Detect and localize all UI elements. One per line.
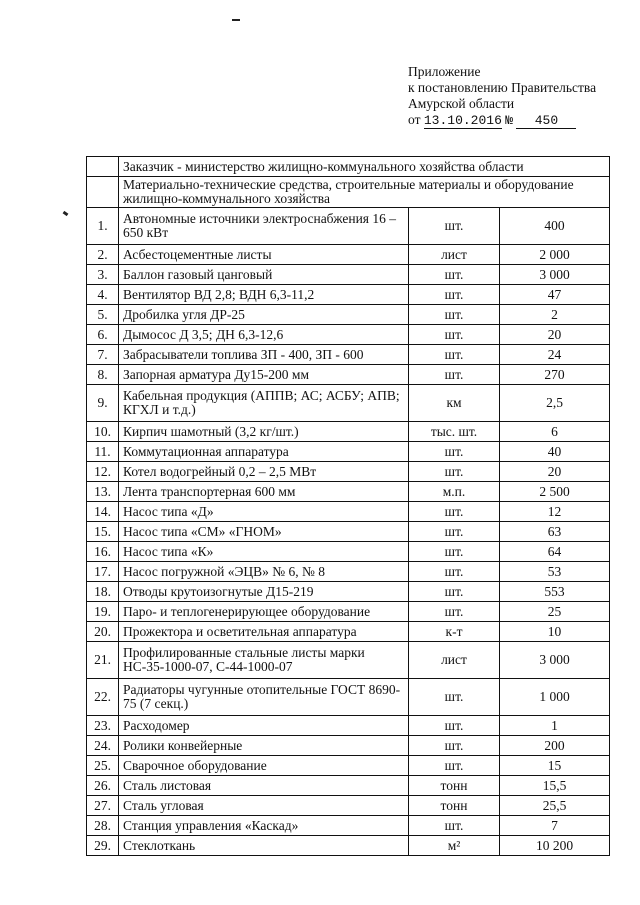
item-name: Асбестоцементные листы: [119, 245, 409, 265]
item-quantity: 20: [500, 325, 610, 345]
header-date-number: [408, 112, 628, 129]
item-name: Забрасыватели топлива ЗП - 400, ЗП - 600: [119, 345, 409, 365]
table-row: [87, 462, 610, 482]
customer-row: [87, 157, 610, 177]
item-quantity: 53: [500, 562, 610, 582]
item-name: Отводы крутоизогнутые Д15-219: [119, 582, 409, 602]
item-quantity: 47: [500, 285, 610, 305]
item-unit: шт.: [409, 816, 500, 836]
item-quantity: 63: [500, 522, 610, 542]
item-unit: шт.: [409, 265, 500, 285]
item-name: Стеклоткань: [119, 836, 409, 856]
row-number: 2.: [87, 245, 119, 265]
row-number: 5.: [87, 305, 119, 325]
row-number: 17.: [87, 562, 119, 582]
item-name: Сварочное оборудование: [119, 756, 409, 776]
item-quantity: 1: [500, 716, 610, 736]
empty-cell: [87, 177, 119, 208]
table-row: [87, 325, 610, 345]
table-row: [87, 836, 610, 856]
table-row: [87, 756, 610, 776]
item-quantity: 7: [500, 816, 610, 836]
item-quantity: 2 000: [500, 245, 610, 265]
row-number: 18.: [87, 582, 119, 602]
item-name: Насос типа «СМ» «ГНОМ»: [119, 522, 409, 542]
table-row: [87, 442, 610, 462]
row-number: 25.: [87, 756, 119, 776]
item-quantity: 40: [500, 442, 610, 462]
from-label: от: [408, 112, 421, 127]
item-name: Баллон газовый цанговый: [119, 265, 409, 285]
row-number: 6.: [87, 325, 119, 345]
item-unit: шт.: [409, 582, 500, 602]
item-name: Станция управления «Каскад»: [119, 816, 409, 836]
table-row: [87, 265, 610, 285]
item-unit: шт.: [409, 502, 500, 522]
item-quantity: 553: [500, 582, 610, 602]
scan-speck: [63, 211, 69, 216]
item-name: Радиаторы чугунные отопительные ГОСТ 8690-75 (7 секц.): [119, 679, 409, 716]
item-unit: тонн: [409, 796, 500, 816]
item-quantity: 10: [500, 622, 610, 642]
row-number: 9.: [87, 385, 119, 422]
item-unit: шт.: [409, 602, 500, 622]
item-quantity: 200: [500, 736, 610, 756]
item-unit: шт.: [409, 305, 500, 325]
table-row: [87, 245, 610, 265]
item-unit: лист: [409, 642, 500, 679]
row-number: 1.: [87, 208, 119, 245]
item-unit: шт.: [409, 542, 500, 562]
item-unit: шт.: [409, 345, 500, 365]
item-name: Запорная арматура Ду15-200 мм: [119, 365, 409, 385]
item-unit: шт.: [409, 208, 500, 245]
item-quantity: 2: [500, 305, 610, 325]
row-number: 21.: [87, 642, 119, 679]
item-quantity: 25: [500, 602, 610, 622]
item-name: Вентилятор ВД 2,8; ВДН 6,3-11,2: [119, 285, 409, 305]
row-number: 22.: [87, 679, 119, 716]
table-row: [87, 776, 610, 796]
table-row: [87, 642, 610, 679]
table-row: [87, 542, 610, 562]
row-number: 15.: [87, 522, 119, 542]
row-number: 12.: [87, 462, 119, 482]
item-unit: шт.: [409, 462, 500, 482]
item-unit: лист: [409, 245, 500, 265]
table-row: [87, 736, 610, 756]
item-quantity: 12: [500, 502, 610, 522]
row-number: 3.: [87, 265, 119, 285]
item-unit: шт.: [409, 716, 500, 736]
table-row: [87, 285, 610, 305]
item-unit: км: [409, 385, 500, 422]
item-name: Кабельная продукция (АППВ; АС; АСБУ; АПВ; КГХЛ и т.д.): [119, 385, 409, 422]
item-unit: шт.: [409, 365, 500, 385]
item-name: Кирпич шамотный (3,2 кг/шт.): [119, 422, 409, 442]
item-name: Ролики конвейерные: [119, 736, 409, 756]
row-number: 26.: [87, 776, 119, 796]
item-quantity: 24: [500, 345, 610, 365]
table-row: [87, 502, 610, 522]
item-quantity: 2,5: [500, 385, 610, 422]
category-cell: Материально-технические средства, строительные материалы и оборудование жилищно-коммунального хозяйства: [119, 177, 610, 208]
customer-cell: Заказчик - министерство жилищно-коммунального хозяйства области: [119, 157, 610, 177]
document-header: [408, 64, 628, 129]
row-number: 11.: [87, 442, 119, 462]
item-name: Сталь угловая: [119, 796, 409, 816]
row-number: 23.: [87, 716, 119, 736]
row-number: 27.: [87, 796, 119, 816]
table-row: [87, 622, 610, 642]
item-name: Профилированные стальные листы марки НС-35-1000-07, С-44-1000-07: [119, 642, 409, 679]
table-row: [87, 305, 610, 325]
item-name: Дымосос Д 3,5; ДН 6,3-12,6: [119, 325, 409, 345]
row-number: 8.: [87, 365, 119, 385]
item-unit: м²: [409, 836, 500, 856]
item-name: Прожектора и осветительная аппаратура: [119, 622, 409, 642]
item-unit: шт.: [409, 756, 500, 776]
item-name: Насос типа «К»: [119, 542, 409, 562]
row-number: 29.: [87, 836, 119, 856]
item-name: Дробилка угля ДР-25: [119, 305, 409, 325]
item-quantity: 15: [500, 756, 610, 776]
row-number: 13.: [87, 482, 119, 502]
category-row: [87, 177, 610, 208]
table-row: [87, 385, 610, 422]
empty-cell: [87, 157, 119, 177]
item-quantity: 15,5: [500, 776, 610, 796]
equipment-table-body: [87, 157, 610, 856]
resolution-number: 450: [516, 114, 576, 129]
header-region: Амурской области: [408, 96, 515, 111]
item-quantity: 25,5: [500, 796, 610, 816]
table-row: [87, 482, 610, 502]
header-appendix: Приложение: [408, 64, 481, 79]
table-row: [87, 562, 610, 582]
table-row: [87, 816, 610, 836]
item-name: Насос типа «Д»: [119, 502, 409, 522]
item-quantity: 270: [500, 365, 610, 385]
item-quantity: 400: [500, 208, 610, 245]
item-unit: м.п.: [409, 482, 500, 502]
table-row: [87, 716, 610, 736]
item-unit: шт.: [409, 522, 500, 542]
row-number: 24.: [87, 736, 119, 756]
item-unit: шт.: [409, 285, 500, 305]
row-number: 16.: [87, 542, 119, 562]
table-row: [87, 679, 610, 716]
table-row: [87, 582, 610, 602]
item-unit: тонн: [409, 776, 500, 796]
row-number: 14.: [87, 502, 119, 522]
equipment-table: [86, 156, 610, 856]
item-unit: тыс. шт.: [409, 422, 500, 442]
item-quantity: 6: [500, 422, 610, 442]
table-row: [87, 422, 610, 442]
item-name: Котел водогрейный 0,2 – 2,5 МВт: [119, 462, 409, 482]
item-quantity: 20: [500, 462, 610, 482]
item-quantity: 3 000: [500, 265, 610, 285]
item-name: Насос погружной «ЭЦВ» № 6, № 8: [119, 562, 409, 582]
item-name: Лента транспортерная 600 мм: [119, 482, 409, 502]
header-resolution: к постановлению Правительства: [408, 80, 597, 95]
row-number: 19.: [87, 602, 119, 622]
item-quantity: 10 200: [500, 836, 610, 856]
item-unit: шт.: [409, 736, 500, 756]
item-unit: шт.: [409, 442, 500, 462]
item-unit: шт.: [409, 562, 500, 582]
table-row: [87, 365, 610, 385]
table-row: [87, 522, 610, 542]
item-unit: шт.: [409, 325, 500, 345]
resolution-date: 13.10.2016: [423, 113, 502, 128]
row-number: 10.: [87, 422, 119, 442]
item-quantity: 2 500: [500, 482, 610, 502]
number-label: №: [505, 113, 514, 128]
item-name: Сталь листовая: [119, 776, 409, 796]
row-number: 4.: [87, 285, 119, 305]
item-quantity: 1 000: [500, 679, 610, 716]
item-name: Коммутационная аппаратура: [119, 442, 409, 462]
table-row: [87, 796, 610, 816]
item-quantity: 3 000: [500, 642, 610, 679]
item-unit: шт.: [409, 679, 500, 716]
row-number: 20.: [87, 622, 119, 642]
item-name: Автономные источники электроснабжения 16 – 650 кВт: [119, 208, 409, 245]
table-row: [87, 345, 610, 365]
item-name: Паро- и теплогенерирующее оборудование: [119, 602, 409, 622]
scan-speck: [232, 19, 240, 21]
item-quantity: 64: [500, 542, 610, 562]
row-number: 7.: [87, 345, 119, 365]
table-row: [87, 208, 610, 245]
item-name: Расходомер: [119, 716, 409, 736]
table-row: [87, 602, 610, 622]
item-unit: к-т: [409, 622, 500, 642]
row-number: 28.: [87, 816, 119, 836]
